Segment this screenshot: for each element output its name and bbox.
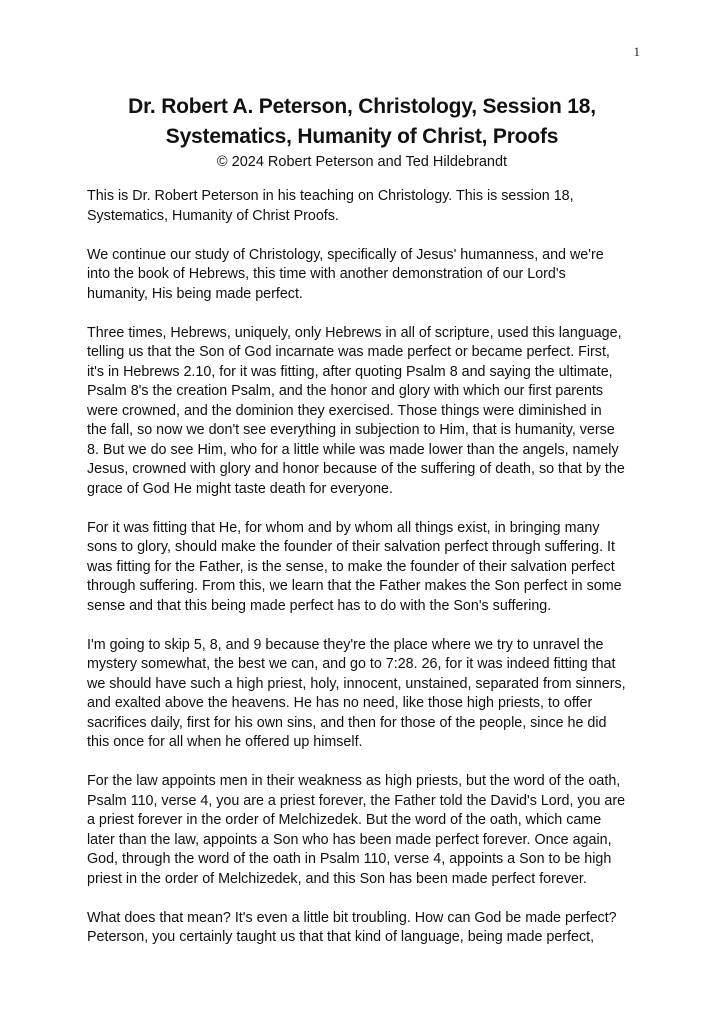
body-paragraph: [87, 519, 647, 617]
paragraph-line: the fall, so now we don't see everything in subjection to Him, that is humanity, verse: [87, 422, 615, 438]
paragraph-line: priest in the order of Melchizedek, and this Son has been made perfect forever.: [87, 870, 587, 887]
paragraph-line: through suffering. From this, we learn that the Father makes the Son perfect in some: [87, 578, 622, 594]
paragraph-line: sons to glory, should make the founder of their salvation perfect through suffering. It: [87, 539, 615, 555]
paragraph-line: God, through the word of the oath in Psalm 110, verse 4, appoints a Son to be high: [87, 851, 612, 867]
paragraph-line: later than the law, appoints a Son who has been made perfect forever. Once again,: [87, 831, 612, 848]
paragraph-line: Jesus, crowned with glory and honor because of the suffering of death, so that by the: [87, 461, 625, 477]
document-title: [60, 92, 664, 152]
body-paragraph: [87, 187, 647, 226]
paragraph-line: Psalm 8's the creation Psalm, and the honor and glory with which our first parents: [87, 383, 604, 399]
body-paragraph: [87, 324, 647, 500]
paragraph-line: was fitting for the Father, is the sense, to make the founder of their salvation perfect: [87, 558, 615, 575]
paragraph-line: What does that mean? It's even a little bit troubling. How can God be made perfect?: [87, 909, 617, 926]
paragraph-line: 8. But we do see Him, who for a little while was made lower than the angels, namely: [87, 441, 619, 458]
paragraph-line: We continue our study of Christology, specifically of Jesus' humanness, and we're: [87, 246, 604, 263]
paragraph-line: this once for all when he offered up himself.: [87, 734, 363, 750]
paragraph-line: into the book of Hebrews, this time with another demonstration of our Lord's: [87, 266, 566, 282]
paragraph-line: sense and that this being made perfect has to do with the Son's suffering.: [87, 597, 552, 614]
paragraph-line: Three times, Hebrews, uniquely, only Hebrews in all of scripture, used this language,: [87, 324, 622, 341]
paragraph-line: humanity, His being made perfect.: [87, 285, 303, 302]
document-body: [87, 187, 647, 967]
title-line-2: Systematics, Humanity of Christ, Proofs: [165, 125, 559, 148]
paragraph-line: we should have such a high priest, holy, innocent, unstained, separated from sinners,: [87, 675, 626, 692]
paragraph-line: were crowned, and the dominion they exercised. Those things were diminished in: [87, 402, 602, 419]
paragraph-line: it's in Hebrews 2.10, for it was fitting, after quoting Psalm 8 and saying the ultimate,: [87, 363, 613, 380]
body-paragraph: [87, 636, 647, 753]
paragraph-line: telling us that the Son of God incarnate was made perfect or became perfect. First,: [87, 344, 610, 360]
paragraph-line: Peterson, you certainly taught us that that kind of language, being made perfect,: [87, 929, 595, 945]
page-number: 1: [633, 44, 640, 59]
paragraph-line: and exalted above the heavens. He has no need, like those high priests, to offer: [87, 695, 593, 711]
paragraph-line: For the law appoints men in their weakness as high priests, but the word of the oath,: [87, 773, 621, 789]
document-header: [60, 92, 664, 172]
title-line-1: Dr. Robert A. Peterson, Christology, Session 18,: [128, 95, 596, 118]
body-paragraph: [87, 772, 647, 889]
paragraph-line: I'm going to skip 5, 8, and 9 because they're the place where we try to unravel the: [87, 636, 604, 653]
paragraph-line: This is Dr. Robert Peterson in his teaching on Christology. This is session 18,: [87, 188, 574, 204]
paragraph-line: sacrifices daily, first for his own sins, and then for those of the people, since he did: [87, 714, 607, 731]
paragraph-line: Psalm 110, verse 4, you are a priest forever, the Father told the David's Lord, you are: [87, 792, 626, 809]
copyright-notice: © 2024 Robert Peterson and Ted Hildebrandt: [216, 154, 508, 170]
paragraph-line: a priest forever in the order of Melchizedek. But the word of the oath, which came: [87, 812, 602, 828]
paragraph-line: Systematics, Humanity of Christ Proofs.: [87, 207, 339, 224]
paragraph-line: For it was fitting that He, for whom and by whom all things exist, in bringing many: [87, 519, 600, 536]
paragraph-line: grace of God He might taste death for everyone.: [87, 480, 393, 497]
paragraph-line: mystery somewhat, the best we can, and go to 7:28. 26, for it was indeed fitting that: [87, 656, 616, 672]
body-paragraph: [87, 246, 647, 305]
body-paragraph: [87, 909, 647, 948]
